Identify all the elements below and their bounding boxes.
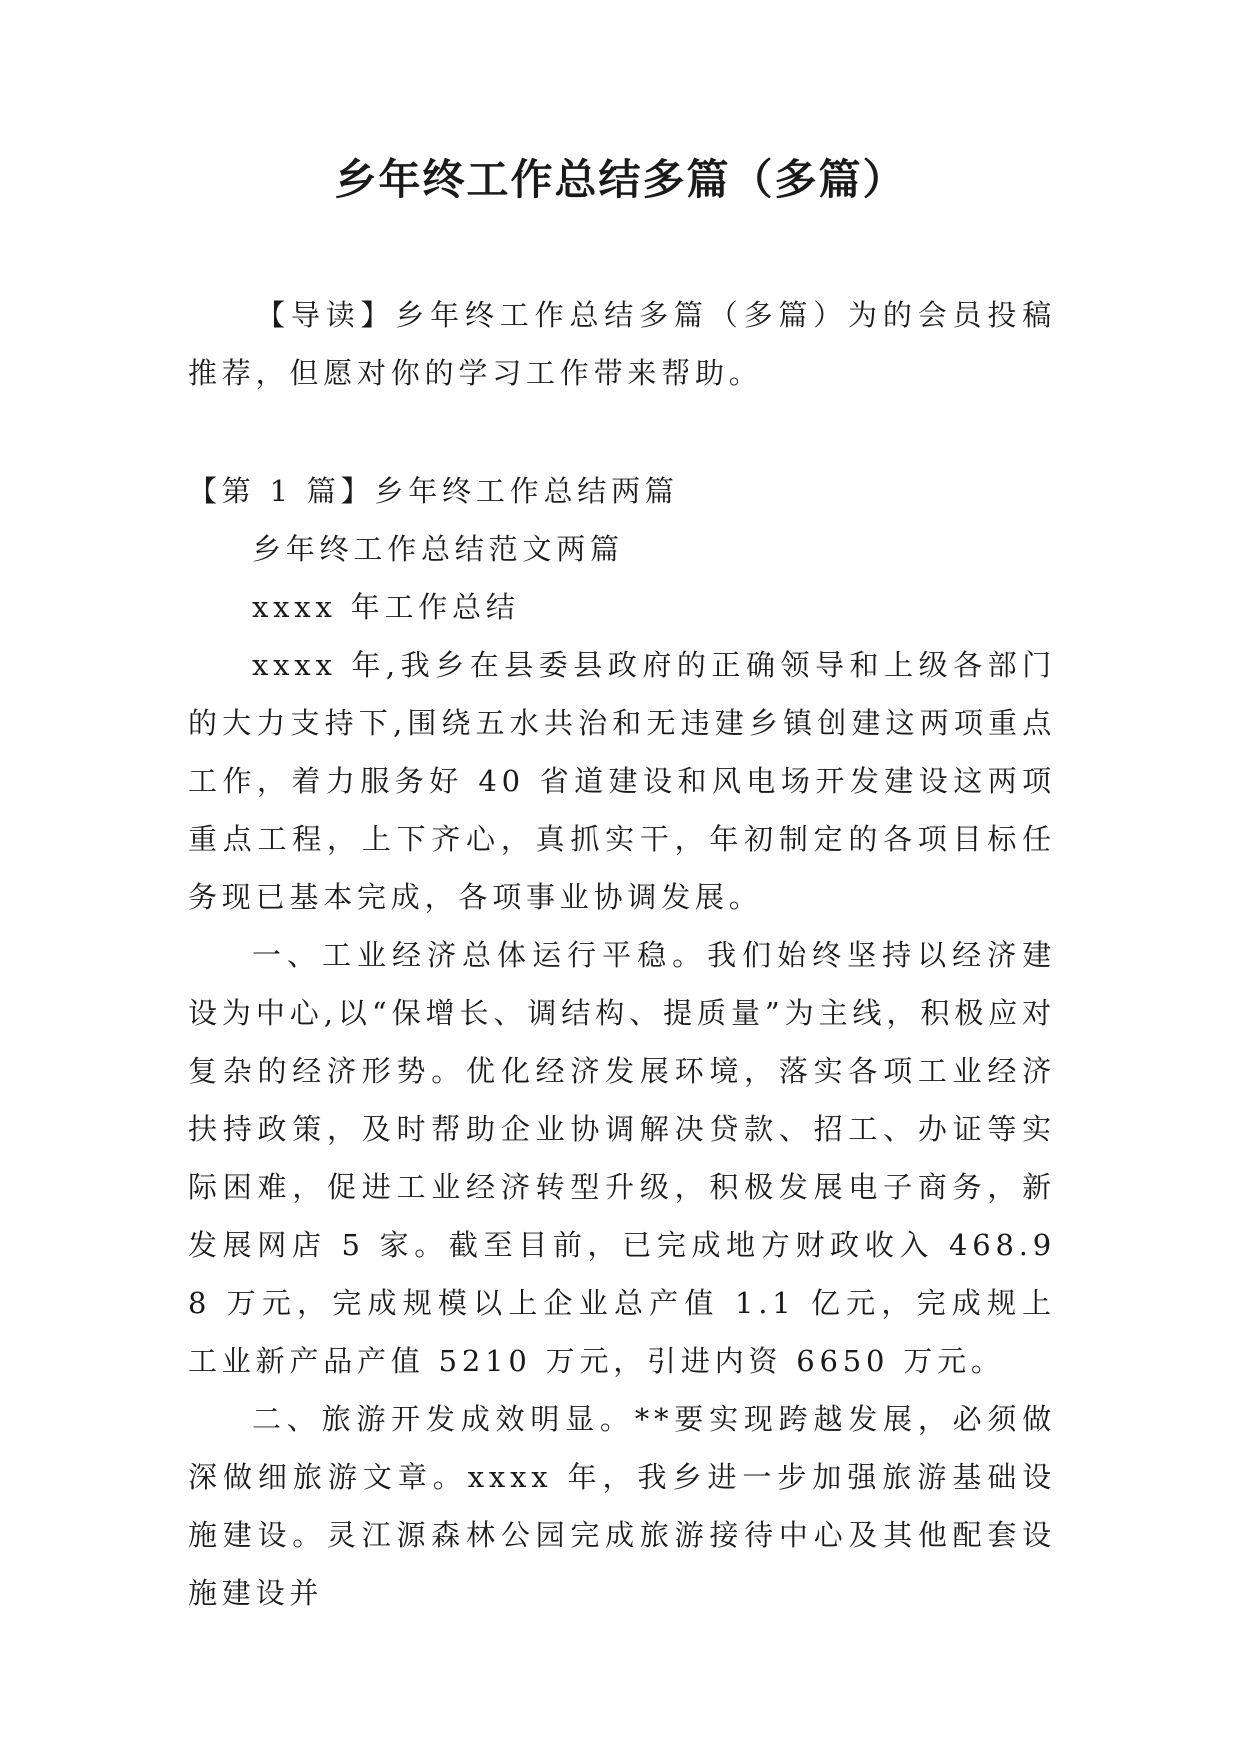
body-paragraph: 二、旅游开发成效明显。**要实现跨越发展，必须做深做细旅游文章。xxxx 年，我乡进一步加强旅游基础设施建设。灵江源森林公园完成旅游接待中心及其他配套设施建设并 xyxy=(188,1402,1056,1610)
document-title: 乡年终工作总结多篇（多篇） xyxy=(334,155,907,204)
article-section xyxy=(188,462,1056,1622)
article-subtitle: 乡年终工作总结范文两篇 xyxy=(252,532,624,566)
body-paragraph: xxxx 年,我乡在县委县政府的正确领导和上级各部门的大力支持下,围绕五水共治和无违建乡镇创建这两项重点工作，着力服务好 40 省道建设和风电场开发建设这两项重点工程，上下齐心，真抓实干，年初制定的各项目标任务现已基本完成，各项事业协调发展。 xyxy=(188,648,1056,914)
body-paragraph: 一、工业经济总体运行平稳。我们始终坚持以经济建设为中心,以“保增长、调结构、提质量”为主线，积极应对复杂的经济形势。优化经济发展环境，落实各项工业经济扶持政策，及时帮助企业协调解决贷款、招工、办证等实际困难，促进工业经济转型升级，积极发展电子商务，新发展网店 5 家。截至目前，已完成地方财政收入 468.98 万元，完成规模以上企业总产值 1.1 亿元，完成规上工业新产品产值 5210 万元，引进内资 6650 万元。 xyxy=(188,938,1056,1378)
intro-paragraph: 【导读】乡年终工作总结多篇（多篇）为的会员投稿推荐，但愿对你的学习工作带来帮助。 xyxy=(188,298,1056,390)
article-sub-subtitle: xxxx 年工作总结 xyxy=(252,590,520,624)
section-heading: 【第 1 篇】乡年终工作总结两篇 xyxy=(188,474,679,508)
